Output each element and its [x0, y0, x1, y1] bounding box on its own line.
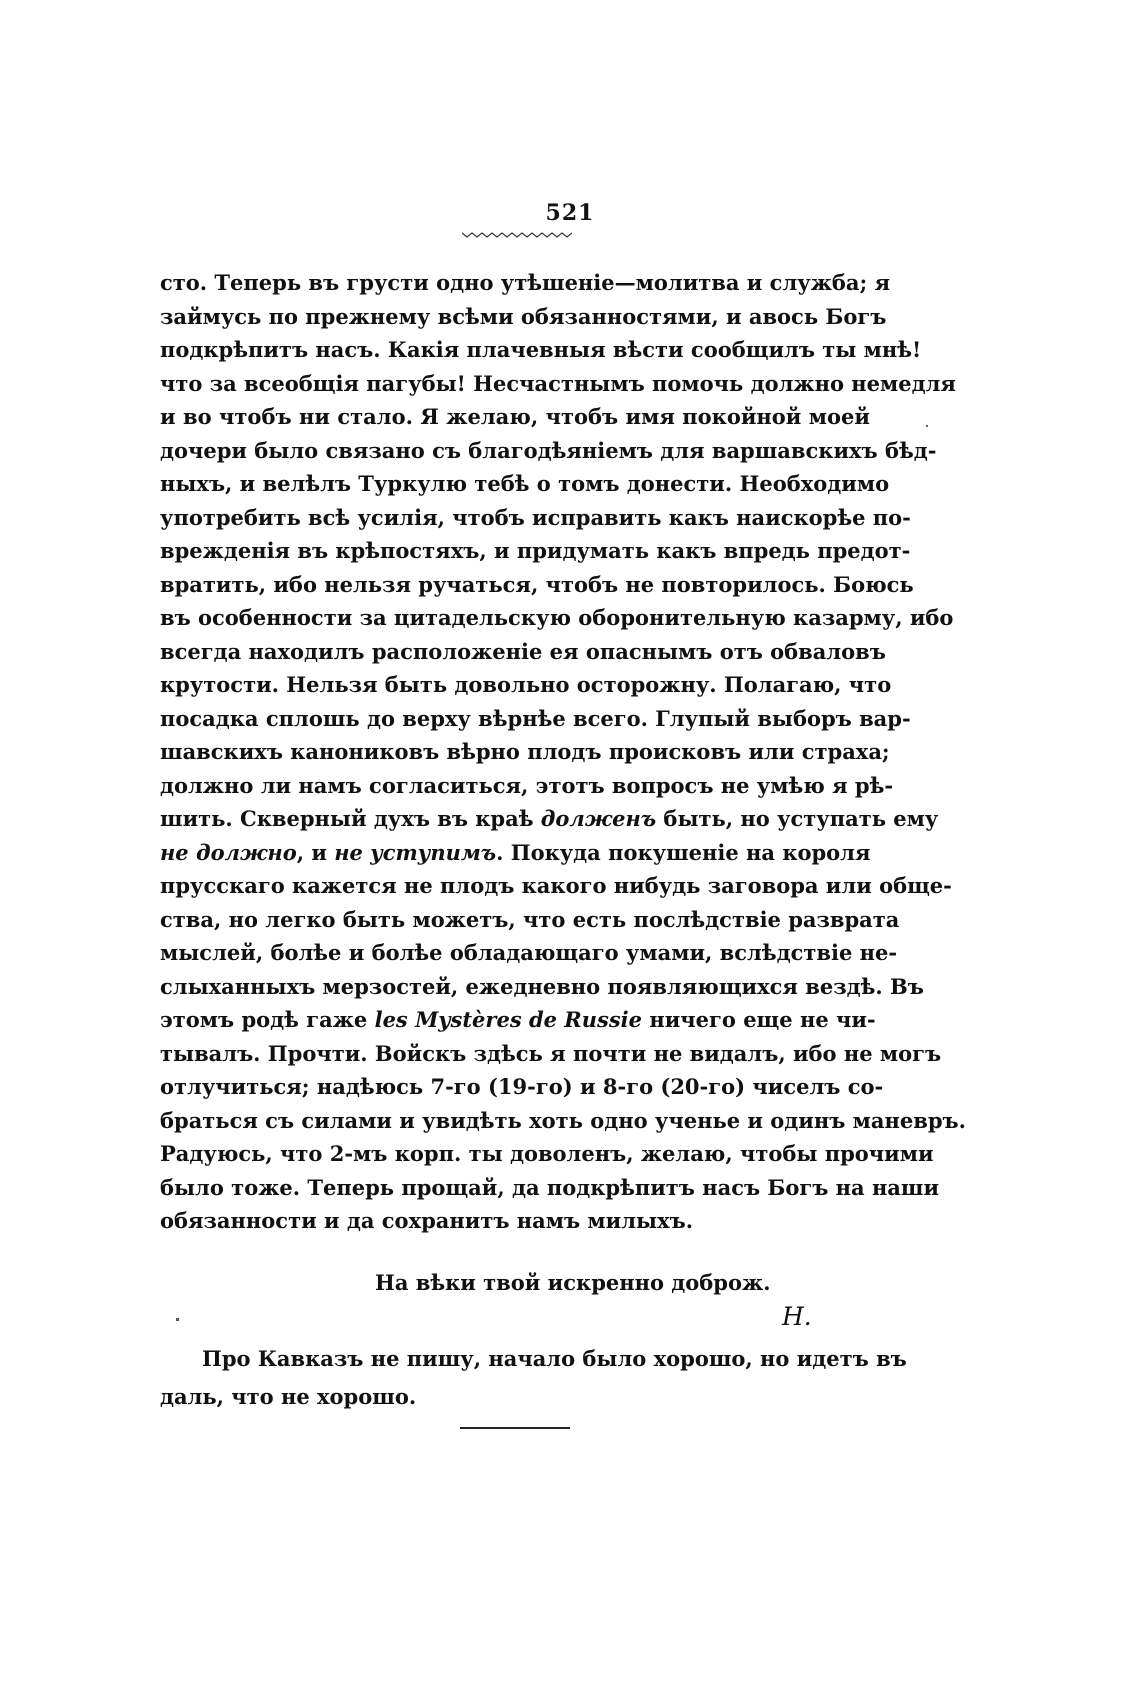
text-line: Про Кавказъ не пишу, начало было хорошо, но идетъ въ [202, 1346, 907, 1371]
letter-closing: На вѣки твой искренно доброж. [375, 1270, 771, 1295]
text-line: мыслей, болѣе и болѣе обладающаго умами, вслѣдствіе не- [160, 940, 898, 965]
signature-initial: Н. [782, 1302, 812, 1331]
text-line: вратить, ибо нельзя ручаться, чтобъ не повторилось. Боюсь [160, 571, 914, 597]
print-speck [176, 1318, 179, 1321]
text-line: врежденія въ крѣпостяхъ, и придумать какъ впредь предот- [160, 538, 911, 563]
text-line: сто. Теперь въ грусти одно утѣшеніе—молитва и служба; я [160, 270, 891, 295]
text-line: въ особенности за цитадельскую оборонительную казарму, ибо [160, 605, 954, 630]
text-line [160, 836, 870, 870]
text-line: прусскаго кажется не плодъ какого нибудь заговора или обще- [160, 873, 952, 898]
text-line: дочери было связано съ благодѣяніемъ для варшавскихъ бѣд- [160, 437, 937, 463]
page-number-ornament [462, 230, 572, 240]
text-line: слыханныхъ мерзостей, ежедневно появляющихся вездѣ. Въ [160, 973, 924, 999]
text-line: ства, но легко быть можетъ, что есть послѣдствіе разврата [160, 906, 900, 932]
text-line: подкрѣпитъ насъ. Какія плачевныя вѣсти сообщилъ ты мнѣ! [160, 337, 922, 362]
text-run: быть, но уступать ему [656, 806, 939, 831]
text-run: этомъ родѣ гаже [160, 1007, 375, 1032]
text-line: шавскихъ канониковъ вѣрно плодъ происковъ или страха; [160, 739, 890, 764]
text-line: обязанности и да сохранитъ намъ милыхъ. [160, 1208, 694, 1233]
page-number: 521 [545, 200, 595, 226]
text-line [160, 1003, 876, 1037]
end-rule [460, 1427, 570, 1429]
text-line: тывалъ. Прочти. Войскъ здѣсь я почти не видалъ, ибо не могъ [160, 1040, 942, 1066]
text-line: было тоже. Теперь прощай, да подкрѣпитъ насъ Богъ на наши [160, 1174, 940, 1200]
print-speck [926, 425, 928, 427]
text-line [160, 802, 939, 836]
text-line: Радуюсь, что 2-мъ корп. ты доволенъ, желаю, чтобы прочими [160, 1141, 934, 1166]
text-line: займусь по прежнему всѣми обязанностями, и авось Богъ [160, 303, 887, 329]
text-run: . Покуда покушеніе на короля [496, 839, 871, 865]
text-line: употребить всѣ усилія, чтобъ исправить какъ наискорѣе по- [160, 504, 911, 530]
text-line: ныхъ, и велѣлъ Туркулю тебѣ о томъ донести. Необходимо [160, 471, 890, 496]
italic-phrase: не уступимъ [334, 839, 497, 865]
letter-body [160, 266, 966, 1238]
text-line: должно ли намъ согласиться, этотъ вопросъ не умѣю я рѣ- [160, 772, 894, 798]
italic-phrase: долженъ [540, 806, 657, 831]
text-line: отлучиться; надѣюсь 7-го (19-го) и 8-го (20-го) чиселъ со- [160, 1074, 884, 1099]
text-run: шить. Скверный духъ въ краѣ [160, 806, 541, 831]
text-line: всегда находилъ расположеніе ея опаснымъ отъ обваловъ [160, 638, 886, 664]
postscript [160, 1340, 907, 1416]
text-run: , и [296, 839, 335, 865]
text-line: посадка сплошь до верху вѣрнѣе всего. Глупый выборъ вар- [160, 705, 911, 731]
italic-book-title: les Mystères de Russie [374, 1007, 643, 1032]
text-line: даль, что не хорошо. [160, 1384, 417, 1409]
text-run: ничего еще не чи- [642, 1007, 876, 1032]
text-line: что за всеобщія пагубы! Несчастнымъ помочь должно немедля [160, 370, 956, 396]
text-line: и во чтобъ ни стало. Я желаю, чтобъ имя покойной моей [160, 404, 870, 429]
text-line: крутости. Нельзя быть довольно осторожну. Полагаю, что [160, 672, 892, 697]
text-line: браться съ силами и увидѣть хоть одно ученье и одинъ маневръ. [160, 1107, 966, 1133]
italic-phrase: не должно [160, 839, 297, 865]
